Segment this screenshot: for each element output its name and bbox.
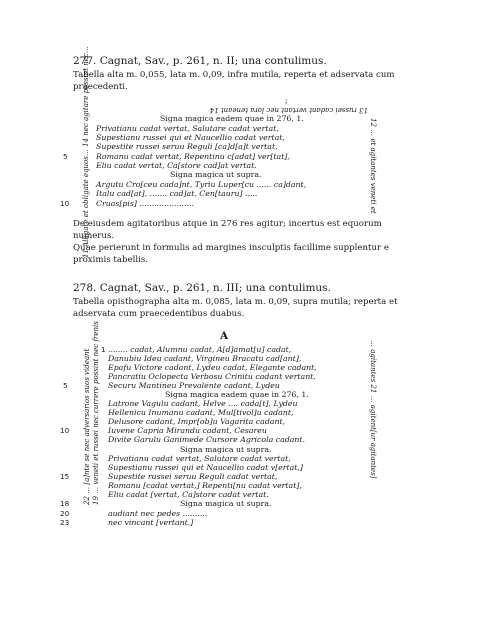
entry-278-description: Tabella opisthographa alta m. 0,085, lata m. 0,09, supra mutila; reperta et adservata cum praecedentibus duabus. [73,297,398,319]
line: Cruas[pis] ...................... [96,199,194,208]
line: Eliu cadat vertat, Ca[store cad]at vertat. [96,161,257,170]
left-margin-inscription-1: 22 … [a]nte se nec adversarios suos videant [83,348,91,505]
line-number: 20 [60,509,70,518]
line: Supestite russei seruu Reguli [ca]d[a]t vertat, [96,142,278,151]
line: Italu cad[at], ....... cad]at, Cen[tauru] ..... [96,189,258,198]
line: Danubiu Ideu cadant, Virgineu Bracatu cad[ant], [108,354,302,363]
right-margin-inscription: … agitantes 21 … agitent[ur agitantes] [369,340,377,479]
line-signa-2: Signa magica ut supra. [170,170,262,179]
line-number: 18 [60,499,70,508]
line: Privatianu cadat vertat, Salutare cadat vertat, [108,454,291,463]
line: Latrone Vagulu cadant, Helve .... cada[t], Lydeu [108,399,298,408]
line: Argutu Cro[ceu cada]nt, Tyriu Luper[cu ...... ca]dant, [96,180,307,189]
left-margin-inscription: 11 Alligate et obligate equos… 14 nec agitare possint nec… [82,46,90,258]
line: Eliu cadat [vertat, Ca]store cadat vertat. [108,490,269,499]
line-signa: Signa magica eadem quae in 276, 1. [165,390,309,399]
right-margin-inscription: 12 … et agitantes veneti et [369,118,377,214]
left-margin-inscription-2: 19 … veneti et russei nec currere possint nec frenis [92,321,100,505]
line: Epafu Victore cadant, Lydeu cadat, Elegante cadant, [108,363,317,372]
line: Romanu [cadat vertat,] Repenti[nu cadat vertat], [108,481,302,490]
line-number: 23 [60,518,70,527]
line: ........ cadat, Alumnu cadat, A[d]amat[u] cadat, [108,345,292,354]
line-signa: Signa magica ut supra. [180,499,272,508]
entry-277-note-1: De eiusdem agitatoribus atque in 276 res agitur; incertus est equorum numerus. [73,219,382,241]
line-signa: Signa magica ut supra. [180,445,272,454]
line: Supestianu russei qui et Naucellio cadat v[ertat,] [108,463,303,472]
line: Romanu cadat vertat, Repentinu c[adat] ver[tat], [96,152,290,161]
line: Privatianu cadat vertat, Salutare cadat vertat, [96,124,279,133]
line: Iuvene Capria Mirandu cadant, Cesareu [108,426,267,435]
margin-mark: ; [285,96,288,105]
line: nec vincant [vertant.] [108,518,194,527]
line-number: 5 [63,381,68,390]
line: Hellenicu Inumanu cadant, Mul[tivol]u cadant, [108,408,294,417]
line-number: 10 [60,426,70,435]
line: Divite Garulu Ganimede Cursore Agricola cadant. [108,435,306,444]
line-number: 15 [60,472,70,481]
line-number: 5 [63,152,68,161]
entry-277-header: 277. Cagnat, Sav., p. 261, n. II; una contulimus. [73,55,327,67]
line-signa-1: Signa magica eadem quae in 276, 1. [160,114,304,123]
inverted-top-inscription: 13 russei cadant vertant nec lora teneant 14 [209,106,368,114]
entry-277-note-2: Quae perierunt in formulis ad margines insculptis facillime supplentur e proximis tabellis. [73,243,389,265]
line: Supestianu russei qui et Naucellio cadat vertat, [96,133,285,142]
line: Pancratiu Oclopecta Verbosu Crinitu cadant vertant, [108,372,316,381]
line: Securu Mantineu Prevalente cadant, Lydeu [108,381,280,390]
line-number: 10 [60,199,70,208]
line-number: 1 [101,345,106,354]
face-letter: A [220,330,229,342]
line: Delusore cadant, Impr[ob]u Vagarita cadant, [108,417,286,426]
line: Supestite russei seruu Reguli cadat vertat, [108,472,278,481]
entry-278-header: 278. Cagnat, Sav., p. 261, n. III; una contulimus. [73,282,331,294]
line: audiant nec pedes .......... [108,509,208,518]
entry-277-description: Tabella alta m. 0,055, lata m. 0,09, infra mutila, reperta et adservata cum praecedenti. [73,70,395,92]
